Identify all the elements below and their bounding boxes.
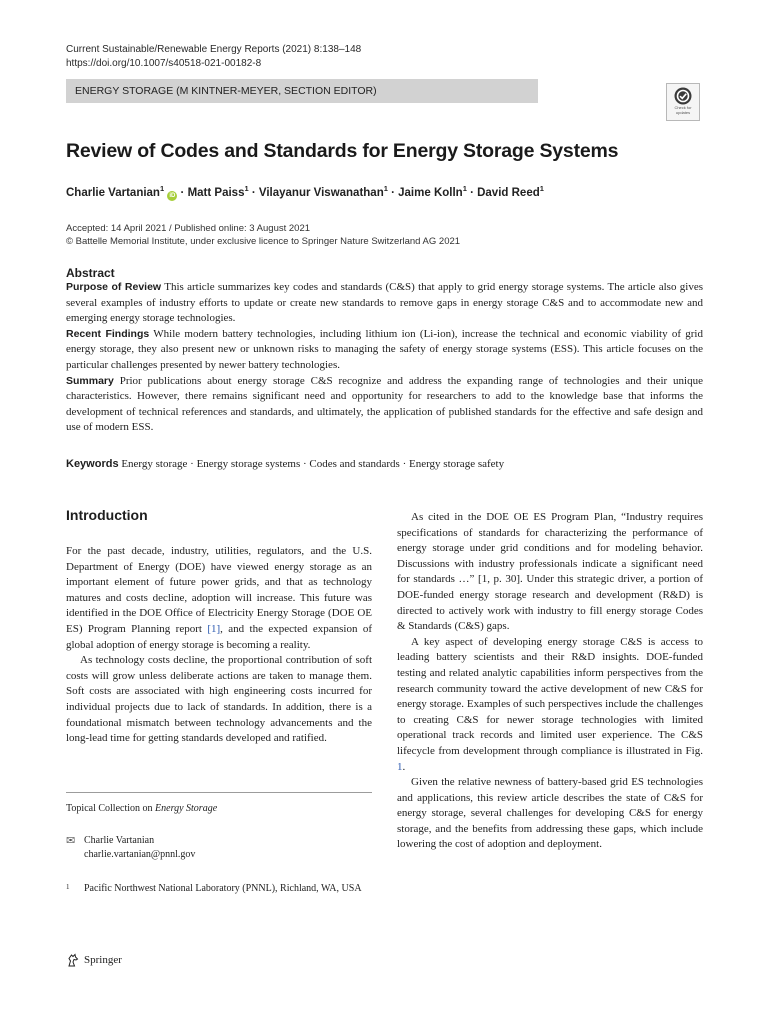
paragraph-text: , and the expected expansion of global adoption of energy storage is becoming a reality. xyxy=(66,622,372,651)
affiliation-note xyxy=(66,882,372,896)
doi-link[interactable]: https://doi.org/10.1007/s40518-021-00182-8 xyxy=(66,58,262,69)
author-name[interactable]: Jaime Kolln xyxy=(398,186,463,199)
author-name[interactable]: Matt Paiss xyxy=(187,186,245,199)
reference-link[interactable]: [1] xyxy=(207,622,221,635)
abstract-summary xyxy=(66,374,703,436)
left-column xyxy=(66,544,372,747)
keywords xyxy=(66,458,504,470)
journal-header xyxy=(66,43,361,71)
author-affiliation: 1 xyxy=(462,184,467,193)
abstract-purpose-label: Purpose of Review xyxy=(66,281,162,293)
topical-prefix: Topical Collection on xyxy=(66,803,156,814)
section-label: ENERGY STORAGE (M KINTNER-MEYER, SECTION EDITOR) xyxy=(66,79,538,103)
check-for-updates-icon xyxy=(674,87,692,105)
author-name[interactable]: Charlie Vartanian xyxy=(66,186,160,199)
abstract-summary-label: Summary xyxy=(66,374,114,387)
publisher-logo xyxy=(66,953,122,967)
intro-paragraph xyxy=(397,635,703,775)
check-for-updates-label: Check for updates xyxy=(674,105,692,115)
copyright-notice: © Battelle Memorial Institute, under exclusive licence to Springer Nature Switzerland AG 2021 xyxy=(66,236,461,247)
check-for-updates-badge[interactable] xyxy=(666,83,700,121)
introduction-heading: Introduction xyxy=(66,507,148,523)
footnote-divider xyxy=(66,792,372,793)
abstract-summary-text: Prior publications about energy storage C&S recognize and address the expanding range of technologies and their unique characteristics. However, there remains significant need and opportunity for researchers to add to the knowledge base that informs the development of technical references and standards, and ultimately, the application of published standards for the effective and safe design and use of modern ESS. xyxy=(66,374,703,434)
author-affiliation: 1 xyxy=(244,184,249,193)
publication-dates xyxy=(66,222,460,248)
abstract-purpose-text: This article summarizes key codes and standards (C&S) that apply to grid energy storage systems. The article also gives several examples of industry efforts to update or create new standards to remove gaps in energy storage C&S and to accommodate new and emerging energy storage technologies. xyxy=(66,281,703,325)
intro-paragraph xyxy=(66,544,372,653)
abstract-findings xyxy=(66,327,703,374)
abstract-body xyxy=(66,280,703,436)
envelope-icon: ✉ xyxy=(66,835,76,847)
orcid-icon[interactable]: iD xyxy=(169,192,176,199)
journal-citation: Current Sustainable/Renewable Energy Reports (2021) 8:138–148 xyxy=(66,44,362,55)
accepted-published-dates: Accepted: 14 April 2021 / Published online: 3 August 2021 xyxy=(66,223,311,234)
abstract-findings-text: While modern battery technologies, including lithium ion (Li-ion), increase the technical and economic viability of grid energy storage, they also present new or unknown risks to managing the safety of energy storage systems (ESS). This article focuses on the particular challenges presented by newer battery technologies. xyxy=(66,327,703,371)
abstract-heading: Abstract xyxy=(66,266,115,280)
corresponding-author xyxy=(66,834,195,862)
article-title: Review of Codes and Standards for Energy Storage Systems xyxy=(66,140,619,162)
paragraph-text: A key aspect of developing energy storage C&S is access to leading battery scientists and their R&D insights. DOE-funded testing and related analytic capabilities inform perspectives from the research community toward the active development of new C&S for energy storage. Examples of such perspectives include the challenges to creating C&S for newer storage technologies with limited operational track records and limited user experience. The C&S lifecycle from development through compliance is illustrated in Fig. xyxy=(397,635,703,757)
springer-horse-icon xyxy=(66,953,80,967)
abstract-purpose xyxy=(66,280,703,327)
author-list: Charlie Vartanian$^1$ iD · Matt Paiss$^1$ · Vilayanur Viswanathan$^1$ · Jaime Kolln$^1$ · David Reed$^1$ xyxy=(66,184,544,199)
author-affiliation: 1 xyxy=(159,184,165,193)
right-column xyxy=(397,510,703,853)
intro-paragraph: As cited in the DOE OE ES Program Plan, “Industry requires specifications of standards for characterizing the performance of energy storage under grid conditions and for modeling behavior. Discussions with industry professionals indicate a significant need for standards …” [1, p. 30]. Under this strategic driver, a portion of DOE-funded energy storage research and development (R&D) is directed to actively work with industry to fill energy storage Codes & Standards (C&S) gaps. xyxy=(397,511,703,633)
figure-link[interactable]: 1 xyxy=(397,760,403,773)
contact-name: Charlie Vartanian xyxy=(84,835,155,846)
author-name[interactable]: Vilayanur Viswanathan xyxy=(258,186,384,199)
abstract-findings-label: Recent Findings xyxy=(66,327,150,340)
contact-email[interactable]: charlie.vartanian@pnnl.gov xyxy=(84,849,196,860)
intro-paragraph: As technology costs decline, the proportional contribution of soft costs will grow unless deliberate actions are taken to manage them. Soft costs are associated with high engineering costs incurred for individual projects due to lack of standards. In addition, there is a foundational mismatch between technology advancements and the long-lead time for getting standards developed and ratified. xyxy=(66,654,372,745)
affiliation-text: Pacific Northwest National Laboratory (PNNL), Richland, WA, USA xyxy=(84,883,362,894)
topical-collection-note xyxy=(66,803,217,814)
paragraph-text: For the past decade, industry, utilities, regulators, and the U.S. Department of Energy (DOE) have viewed energy storage as an important element of future power grids, and that as technology matures and costs decline, adoption will increase. This future was identified in the DOE Office of Electricity Energy Storage (DOE OE ES) Program Planning report xyxy=(66,545,372,635)
affiliation-number: 1 xyxy=(66,883,70,891)
keywords-text: Energy storage · Energy storage systems · Codes and standards · Energy storage safety xyxy=(118,458,505,470)
publisher-name: Springer xyxy=(84,954,122,966)
author-affiliation: 1 xyxy=(383,184,388,193)
keywords-label: Keywords xyxy=(66,458,119,470)
intro-paragraph: Given the relative newness of battery-based grid ES technologies and applications, this review article describes the state of C&S for energy storage, several challenges for developing C&S for energy storage, and the benefits from addressing these gaps, which include lowering the cost of adoption and deployment. xyxy=(397,776,703,851)
paragraph-text: . xyxy=(402,760,406,773)
author-name[interactable]: David Reed xyxy=(477,186,540,199)
topical-collection-name[interactable]: Energy Storage xyxy=(155,803,218,814)
author-affiliation: 1 xyxy=(539,184,544,193)
